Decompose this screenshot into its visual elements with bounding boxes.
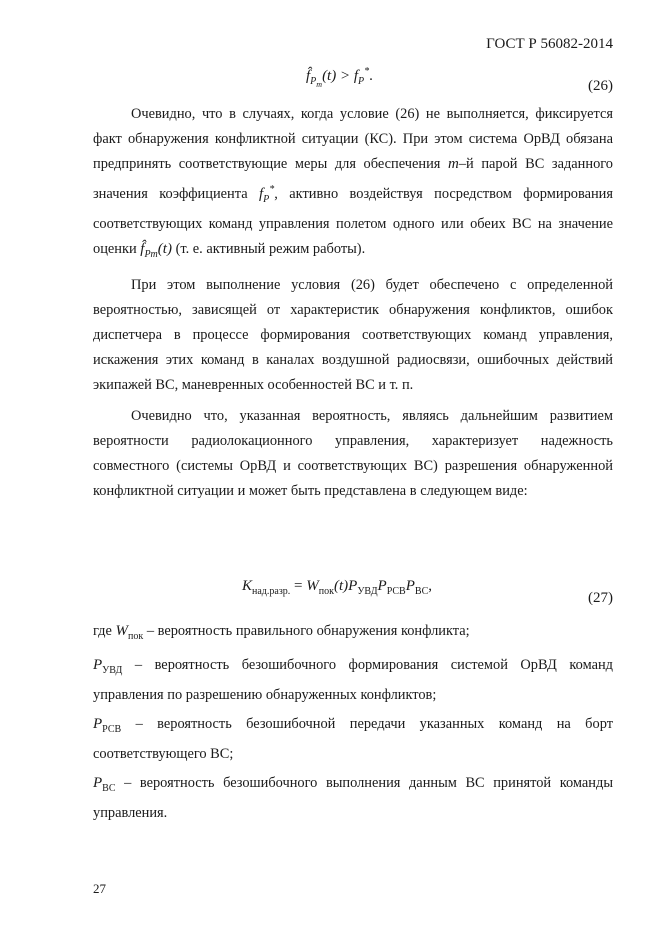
definition-p-vs: $P_{ВС}$ – вероятность безошибочного выполнения данным ВС принятой команды управления. [93,775,613,821]
document-header: ГОСТ Р 56082-2014 [486,36,613,52]
definition-p-rsv: $P_{РСВ}$ – вероятность безошибочной передачи указанных команд на борт соответствующего ВС; [93,716,613,762]
page-number: 27 [93,881,106,896]
body-text-2 [93,619,613,826]
definition-w-pok: где $W_{пок}$ – вероятность правильного обнаружения конфликта; [93,623,470,642]
paragraph-3: Очевидно что, указанная вероятность, являясь дальнейшим развитием вероятности радиолокационного управления, характеризует надежность совместного (системы ОрВД и соответствующих ВС) разрешения обнаруженной конфликтной ситуации и может быть представлена в следующем виде: [93,408,613,499]
equation-26-number: (26) [588,78,613,94]
equation-27: $K_{над.разр.} = W_{пок}(t)P_{УВД}P_{РСВ}P_{ВС}$, [242,578,432,597]
eq26-estimate: $f̂_{P_m}$ [306,68,323,89]
paragraph-2: При этом выполнение условия (26) будет обеспечено с определенной вероятностью, зависящей от характеристик обнаружения конфликтов, ошибок диспетчера в процессе формирования соответствующих команд управления, искажения этих команд в каналах воздушной радиосвязи, ошибочных действий экипажей ВС, маневренных особенностей ВС и т. п. [93,277,613,393]
body-text-1 [93,102,613,504]
definition-p-uvd: $P_{УВД}$ – вероятность безошибочного формирования системой ОрВД команд управления по разрешению обнаруженных конфликтов; [93,657,613,703]
equation-26: $f̂_{P_m}(t) > f_P^*$. [306,66,373,89]
equation-27-number: (27) [588,590,613,606]
paragraph-1: Очевидно, что в случаях, когда условие (26) не выполняется, фиксируется факт обнаружения конфликтной ситуации (КС). При этом система ОрВД обязана предпринять соответствующие меры для обеспечения m–й парой ВС заданного значения коэффициента $f_P^*$, активно воздействуя посредством формирования соответствующих команд управления полетом одного или обеих ВС на значение оценки $f̂_{Pm}(t)$ (т. е. активный режим работы). [93,106,614,260]
